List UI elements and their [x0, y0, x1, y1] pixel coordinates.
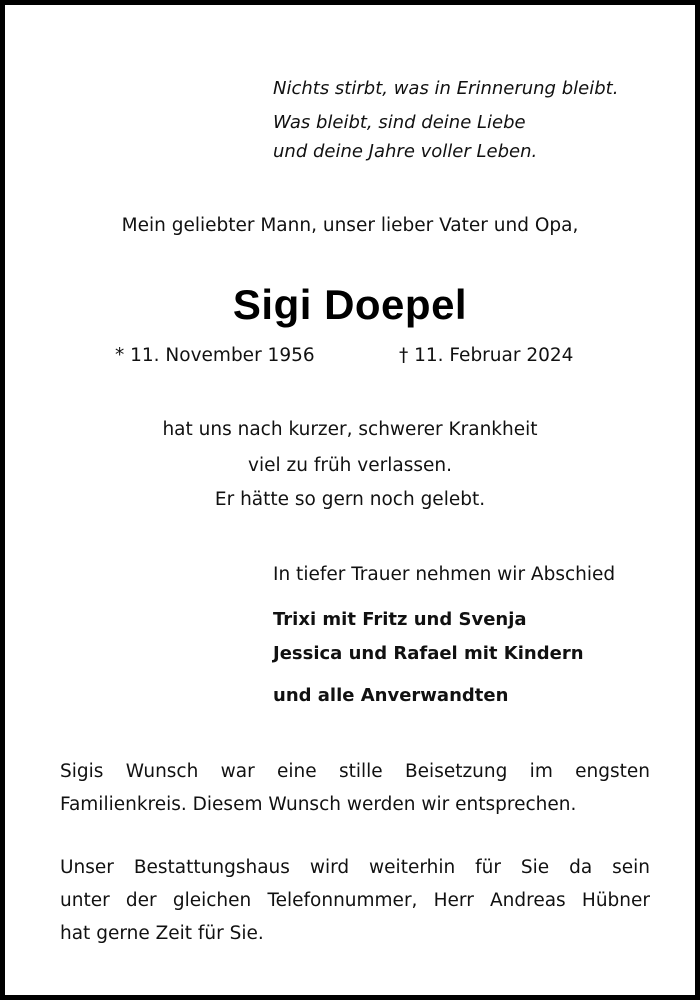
burial-wish-line-1: Sigis Wunsch war eine stille Beisetzung im engsten — [60, 761, 650, 782]
burial-wish-line-2: Familienkreis. Diesem Wunsch werden wir entsprechen. — [60, 794, 577, 815]
deceased-name: Sigi Doepel — [232, 281, 468, 328]
motto-line-2: Was bleibt, sind deine Liebe — [273, 112, 526, 133]
intro-line: Mein geliebter Mann, unser lieber Vater und Opa, — [121, 215, 579, 236]
death-date: † 11. Februar 2024 — [399, 345, 574, 366]
message-line-1: hat uns nach kurzer, schwerer Krankheit — [162, 419, 538, 440]
funeral-home-line-3: hat gerne Zeit für Sie. — [60, 923, 264, 944]
message-line-3: Er hätte so gern noch gelebt. — [214, 489, 486, 510]
mourner-2: Jessica und Rafael mit Kindern — [273, 643, 584, 664]
funeral-home-line-2: unter der gleichen Telefonnummer, Herr Andreas Hübner — [60, 890, 650, 911]
burial-wish-paragraph — [60, 755, 650, 821]
funeral-home-line-1: Unser Bestattungshaus wird weiterhin für Sie da sein — [60, 857, 650, 878]
funeral-home-paragraph — [60, 851, 650, 950]
birth-date: * 11. November 1956 — [115, 345, 315, 366]
motto-line-1: Nichts stirbt, was in Erinnerung bleibt. — [273, 78, 619, 99]
mourner-1: Trixi mit Fritz und Svenja — [273, 609, 527, 630]
motto-line-3: und deine Jahre voller Leben. — [273, 141, 538, 162]
message-line-2: viel zu früh verlassen. — [248, 455, 452, 476]
mourner-3: und alle Anverwandten — [273, 685, 509, 706]
mourning-intro: In tiefer Trauer nehmen wir Abschied — [273, 564, 616, 585]
